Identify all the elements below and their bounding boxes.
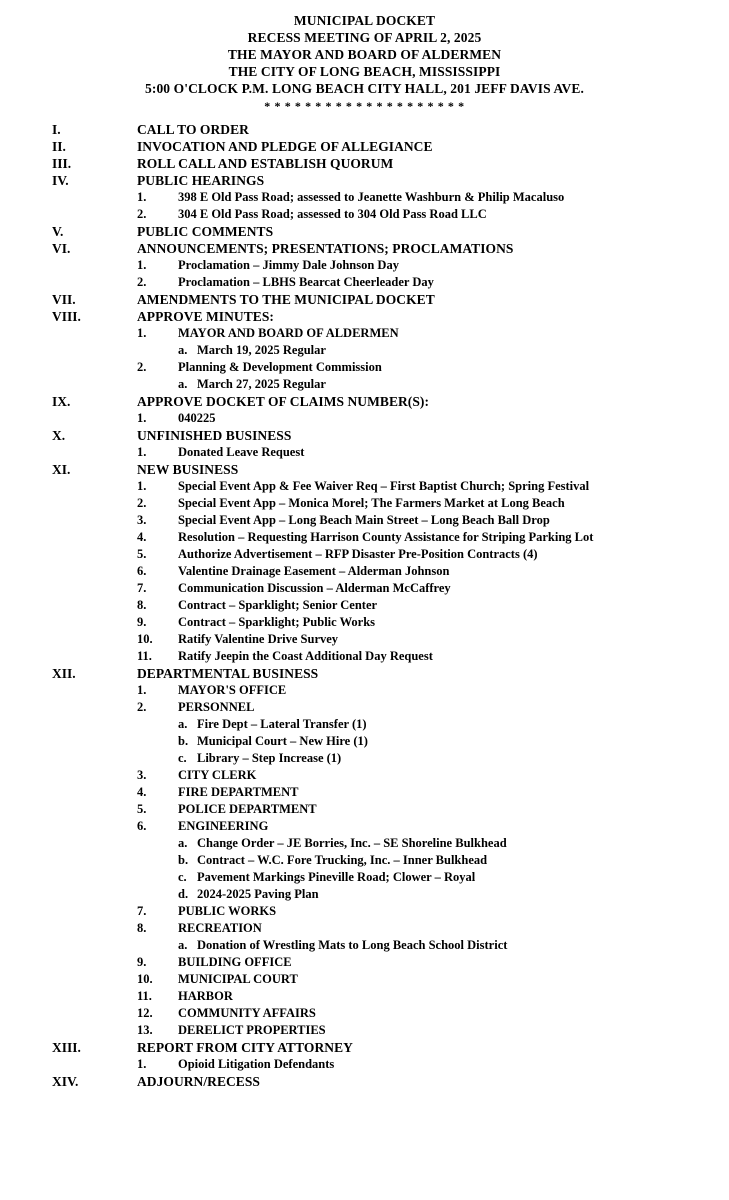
- agenda-item-label: Library – Step Increase (1): [197, 751, 342, 765]
- agenda-item: [0, 733, 729, 750]
- agenda-item-label: Proclamation – Jimmy Dale Johnson Day: [178, 258, 399, 272]
- agenda-item-marker: 4.: [137, 530, 147, 544]
- agenda-item-label: MAYOR AND BOARD OF ALDERMEN: [178, 326, 399, 340]
- agenda-item: [0, 614, 729, 631]
- agenda-item-label: Ratify Valentine Drive Survey: [178, 632, 339, 646]
- agenda-item: [0, 954, 729, 971]
- header-line-meeting: RECESS MEETING OF APRIL 2, 2025: [247, 30, 482, 45]
- agenda-item-marker: IV.: [52, 173, 69, 188]
- agenda-item-label: Change Order – JE Borries, Inc. – SE Shoreline Bulkhead: [197, 836, 507, 850]
- agenda-item-label: March 19, 2025 Regular: [197, 343, 326, 357]
- agenda-item-marker: 1.: [137, 1057, 147, 1071]
- agenda-item-marker: 1.: [137, 683, 147, 697]
- agenda-item: [0, 597, 729, 614]
- agenda-item-label: Proclamation – LBHS Bearcat Cheerleader Day: [178, 275, 434, 289]
- agenda-item-label: Opioid Litigation Defendants: [178, 1057, 335, 1071]
- agenda-item-label: NEW BUSINESS: [137, 462, 239, 477]
- agenda-list: [0, 121, 729, 1090]
- agenda-item: [0, 495, 729, 512]
- agenda-item-label: RECREATION: [178, 921, 262, 935]
- agenda-item-marker: a.: [178, 938, 188, 952]
- agenda-item: [0, 172, 729, 189]
- agenda-item-label: APPROVE MINUTES:: [137, 309, 274, 324]
- agenda-item-label: Special Event App – Monica Morel; The Farmers Market at Long Beach: [178, 496, 565, 510]
- header-line-time-location: 5:00 O'CLOCK P.M. LONG BEACH CITY HALL, 201 JEFF DAVIS AVE.: [145, 81, 584, 96]
- agenda-item: [0, 801, 729, 818]
- agenda-item-label: BUILDING OFFICE: [178, 955, 292, 969]
- agenda-item: [0, 461, 729, 478]
- agenda-item-marker: a.: [178, 377, 188, 391]
- agenda-item-label: 040225: [178, 411, 216, 425]
- agenda-item-marker: c.: [178, 751, 187, 765]
- agenda-item-label: 398 E Old Pass Road; assessed to Jeanette Washburn & Philip Macaluso: [178, 190, 565, 204]
- agenda-item-marker: V.: [52, 224, 64, 239]
- agenda-item: [0, 937, 729, 954]
- agenda-item: [0, 257, 729, 274]
- agenda-item: [0, 478, 729, 495]
- agenda-item-label: Municipal Court – New Hire (1): [197, 734, 368, 748]
- agenda-item: [0, 410, 729, 427]
- agenda-item: [0, 291, 729, 308]
- agenda-item-label: MAYOR'S OFFICE: [178, 683, 287, 697]
- agenda-item-label: 2024-2025 Paving Plan: [197, 887, 319, 901]
- agenda-item: [0, 529, 729, 546]
- agenda-item: [0, 648, 729, 665]
- agenda-item-label: Contract – Sparklight; Public Works: [178, 615, 376, 629]
- header-line-city: THE CITY OF LONG BEACH, MISSISSIPPI: [228, 64, 501, 79]
- agenda-item-marker: XII.: [52, 666, 76, 681]
- agenda-item: [0, 580, 729, 597]
- agenda-item-marker: IX.: [52, 394, 71, 409]
- agenda-item: [0, 750, 729, 767]
- agenda-item: [0, 1056, 729, 1073]
- agenda-item-label: March 27, 2025 Regular: [197, 377, 326, 391]
- agenda-item-marker: 8.: [137, 921, 147, 935]
- header-separator: * * * * * * * * * * * * * * * * * * * *: [264, 99, 465, 113]
- agenda-item-marker: 13.: [137, 1023, 153, 1037]
- agenda-item: [0, 121, 729, 138]
- agenda-item: [0, 767, 729, 784]
- agenda-item: [0, 852, 729, 869]
- agenda-item: [0, 903, 729, 920]
- agenda-item-label: ROLL CALL AND ESTABLISH QUORUM: [137, 156, 394, 171]
- agenda-item-marker: d.: [178, 887, 189, 901]
- agenda-item-label: ENGINEERING: [178, 819, 269, 833]
- agenda-item: [0, 665, 729, 682]
- agenda-item-marker: 11.: [137, 649, 152, 663]
- agenda-item-marker: II.: [52, 139, 66, 154]
- agenda-item: [0, 376, 729, 393]
- agenda-item: [0, 1005, 729, 1022]
- agenda-item-label: Communication Discussion – Alderman McCaffrey: [178, 581, 451, 595]
- agenda-item-marker: a.: [178, 717, 188, 731]
- agenda-item-marker: 1.: [137, 190, 147, 204]
- agenda-item-marker: 9.: [137, 615, 147, 629]
- agenda-item-marker: 2.: [137, 360, 147, 374]
- agenda-item-label: Valentine Drainage Easement – Alderman Johnson: [178, 564, 450, 578]
- agenda-item-label: 304 E Old Pass Road; assessed to 304 Old Pass Road LLC: [178, 207, 487, 221]
- agenda-item: [0, 342, 729, 359]
- agenda-item-marker: 5.: [137, 802, 147, 816]
- agenda-item: [0, 155, 729, 172]
- agenda-item-marker: b.: [178, 853, 189, 867]
- agenda-item-label: Contract – W.C. Fore Trucking, Inc. – Inner Bulkhead: [197, 853, 488, 867]
- agenda-item-label: Planning & Development Commission: [178, 360, 382, 374]
- agenda-item-label: Fire Dept – Lateral Transfer (1): [197, 717, 367, 731]
- agenda-item-marker: 1.: [137, 479, 147, 493]
- agenda-item-label: AMENDMENTS TO THE MUNICIPAL DOCKET: [137, 292, 435, 307]
- agenda-item: [0, 274, 729, 291]
- agenda-item-label: Resolution – Requesting Harrison County Assistance for Striping Parking Lot: [178, 530, 594, 544]
- agenda-item: [0, 1022, 729, 1039]
- agenda-item-marker: 5.: [137, 547, 147, 561]
- agenda-item: [0, 359, 729, 376]
- agenda-item-marker: XIII.: [52, 1040, 81, 1055]
- agenda-item-marker: 2.: [137, 207, 147, 221]
- agenda-item-label: CALL TO ORDER: [137, 122, 249, 137]
- agenda-item-marker: 3.: [137, 768, 147, 782]
- agenda-item: [0, 920, 729, 937]
- agenda-item-label: DEPARTMENTAL BUSINESS: [137, 666, 319, 681]
- agenda-item-marker: c.: [178, 870, 187, 884]
- agenda-item: [0, 699, 729, 716]
- agenda-item-label: Ratify Jeepin the Coast Additional Day Request: [178, 649, 433, 663]
- agenda-item: [0, 138, 729, 155]
- agenda-item-label: CITY CLERK: [178, 768, 257, 782]
- agenda-item-marker: 10.: [137, 972, 153, 986]
- agenda-item-marker: 6.: [137, 819, 147, 833]
- agenda-item-marker: I.: [52, 122, 61, 137]
- agenda-item: [0, 869, 729, 886]
- agenda-item: [0, 784, 729, 801]
- agenda-item: [0, 325, 729, 342]
- agenda-item-marker: a.: [178, 836, 188, 850]
- agenda-item-label: Donation of Wrestling Mats to Long Beach School District: [197, 938, 508, 952]
- agenda-item-label: HARBOR: [178, 989, 233, 1003]
- agenda-item-marker: X.: [52, 428, 66, 443]
- agenda-item-label: COMMUNITY AFFAIRS: [178, 1006, 316, 1020]
- agenda-item-label: REPORT FROM CITY ATTORNEY: [137, 1040, 353, 1055]
- header-line-body: THE MAYOR AND BOARD OF ALDERMEN: [227, 47, 502, 62]
- agenda-item-label: MUNICIPAL COURT: [178, 972, 298, 986]
- agenda-item-marker: VIII.: [52, 309, 81, 324]
- header-line-title: MUNICIPAL DOCKET: [293, 13, 436, 28]
- agenda-item-label: APPROVE DOCKET OF CLAIMS NUMBER(S):: [137, 394, 430, 409]
- agenda-item: [0, 563, 729, 580]
- document-header: [0, 0, 729, 115]
- agenda-item-marker: III.: [52, 156, 72, 171]
- agenda-item-label: Authorize Advertisement – RFP Disaster Pre-Position Contracts (4): [178, 547, 538, 561]
- agenda-item-marker: 1.: [137, 258, 147, 272]
- agenda-item-label: Contract – Sparklight; Senior Center: [178, 598, 378, 612]
- agenda-item-marker: 11.: [137, 989, 152, 1003]
- agenda-item-marker: 6.: [137, 564, 147, 578]
- agenda-item-marker: 8.: [137, 598, 147, 612]
- agenda-item-label: Pavement Markings Pineville Road; Clower – Royal: [197, 870, 476, 884]
- agenda-item-marker: 2.: [137, 275, 147, 289]
- agenda-item-marker: 4.: [137, 785, 147, 799]
- agenda-item-marker: 1.: [137, 445, 147, 459]
- agenda-item: [0, 512, 729, 529]
- agenda-item: [0, 308, 729, 325]
- agenda-item-label: PUBLIC COMMENTS: [137, 224, 274, 239]
- agenda-item: [0, 546, 729, 563]
- agenda-item-label: UNFINISHED BUSINESS: [137, 428, 292, 443]
- agenda-item: [0, 427, 729, 444]
- agenda-item: [0, 682, 729, 699]
- agenda-item: [0, 818, 729, 835]
- agenda-item-marker: VI.: [52, 241, 71, 256]
- agenda-item: [0, 393, 729, 410]
- agenda-item-marker: 1.: [137, 326, 147, 340]
- agenda-item-marker: 12.: [137, 1006, 153, 1020]
- agenda-item-marker: 7.: [137, 904, 147, 918]
- agenda-item-label: FIRE DEPARTMENT: [178, 785, 299, 799]
- agenda-item-label: Special Event App & Fee Waiver Req – First Baptist Church; Spring Festival: [178, 479, 590, 493]
- agenda-item-marker: b.: [178, 734, 189, 748]
- agenda-item-marker: VII.: [52, 292, 76, 307]
- agenda-item-label: ADJOURN/RECESS: [137, 1074, 260, 1089]
- agenda-item-marker: 2.: [137, 496, 147, 510]
- agenda-item: [0, 835, 729, 852]
- agenda-item-label: PERSONNEL: [178, 700, 255, 714]
- agenda-item-marker: 3.: [137, 513, 147, 527]
- agenda-item: [0, 971, 729, 988]
- agenda-item-marker: XI.: [52, 462, 71, 477]
- agenda-item-label: Special Event App – Long Beach Main Street – Long Beach Ball Drop: [178, 513, 550, 527]
- agenda-item-label: ANNOUNCEMENTS; PRESENTATIONS; PROCLAMATIONS: [137, 241, 514, 256]
- agenda-item-marker: 9.: [137, 955, 147, 969]
- agenda-item-label: PUBLIC WORKS: [178, 904, 277, 918]
- agenda-item: [0, 206, 729, 223]
- agenda-item-marker: 1.: [137, 411, 147, 425]
- agenda-item-marker: 2.: [137, 700, 147, 714]
- agenda-item: [0, 1039, 729, 1056]
- agenda-item-label: INVOCATION AND PLEDGE OF ALLEGIANCE: [137, 139, 433, 154]
- agenda-item: [0, 631, 729, 648]
- agenda-item: [0, 444, 729, 461]
- agenda-item: [0, 988, 729, 1005]
- agenda-item-label: PUBLIC HEARINGS: [137, 173, 265, 188]
- agenda-item: [0, 886, 729, 903]
- agenda-item: [0, 189, 729, 206]
- agenda-item-marker: a.: [178, 343, 188, 357]
- agenda-item: [0, 716, 729, 733]
- agenda-item: [0, 240, 729, 257]
- agenda-item-marker: XIV.: [52, 1074, 79, 1089]
- agenda-item-label: DERELICT PROPERTIES: [178, 1023, 326, 1037]
- agenda-item-label: POLICE DEPARTMENT: [178, 802, 317, 816]
- agenda-item: [0, 1073, 729, 1090]
- agenda-item-label: Donated Leave Request: [178, 445, 305, 459]
- agenda-item-marker: 10.: [137, 632, 153, 646]
- agenda-item-marker: 7.: [137, 581, 147, 595]
- agenda-item: [0, 223, 729, 240]
